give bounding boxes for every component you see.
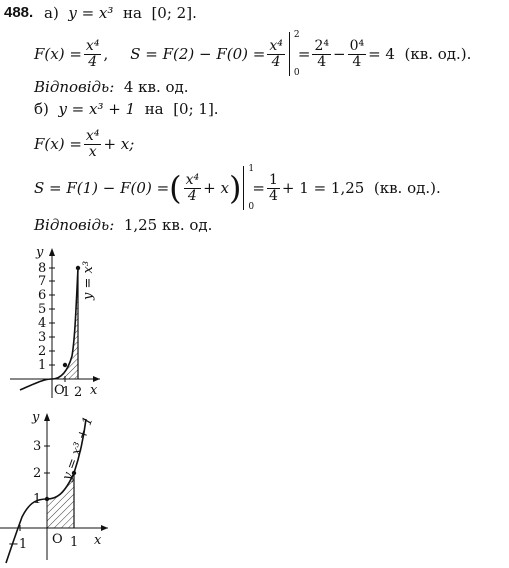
graph-1-y-arrow-icon [49, 248, 55, 256]
part-b-f1 [267, 173, 280, 204]
part-a-f1-den: 4 [317, 53, 327, 70]
part-b-f1-num: 1 [269, 171, 278, 188]
part-b-lower-limit: 0 [248, 202, 255, 212]
part-b-f1-den: 4 [269, 187, 278, 204]
graph-1-origin: O [54, 383, 65, 398]
graph-2-y-arrow-icon [44, 413, 50, 421]
part-a-function: y = x³ [68, 4, 114, 22]
part-b-interval-word: на [144, 100, 164, 118]
part-b-S-plus: + x [203, 179, 229, 197]
part-a-interval-word: на [122, 4, 142, 22]
part-a-F-tail: , [103, 45, 109, 63]
part-a-lower-limit: 0 [293, 68, 300, 78]
graph-1-ytick-7: 7 [38, 274, 47, 289]
part-a-S-fraction [267, 39, 285, 70]
part-a-f1 [312, 39, 331, 70]
part-b-S-fraction [184, 173, 202, 204]
graph-2-origin: O [52, 532, 63, 547]
part-a-F-lhs: F(x) = [34, 45, 82, 63]
part-a-F-fraction [84, 39, 102, 70]
part-a-answer-value: 4 кв. од. [123, 78, 189, 96]
part-a-result: = 4 [368, 45, 395, 63]
part-a-formula [34, 28, 471, 80]
part-b-upper-limit: 1 [248, 164, 255, 174]
part-a-minus: − [332, 45, 346, 63]
graph-1-x-arrow-icon [93, 376, 100, 382]
graph-1-ytick-3: 3 [38, 330, 47, 345]
part-b-S-eq: = [252, 179, 265, 197]
graph-1-ytick-5: 5 [38, 302, 47, 317]
graph-1-xtick-1: 1 [62, 385, 71, 400]
part-a-answer [34, 78, 189, 96]
graph-1-ytick-1: 1 [38, 358, 47, 373]
graph-2-x-label: x [94, 533, 102, 548]
part-a-F-den: 4 [88, 53, 98, 70]
part-a-S-den: 4 [271, 53, 281, 70]
part-b-S-den: 4 [187, 187, 197, 204]
part-b-label: б) [34, 100, 49, 118]
part-b-antiderivative [34, 122, 134, 166]
graph-2-y-label: y [32, 410, 40, 425]
part-a-f2-num: 0⁴ [349, 37, 365, 54]
graph-2-xtick-neg1: −1 [8, 537, 28, 552]
graph-1-ytick-4: 4 [38, 316, 47, 331]
graph-1-xtick-2: 2 [74, 385, 83, 400]
graph-2-point-0-1 [45, 497, 49, 501]
part-b-interval: [0; 1]. [173, 100, 219, 118]
graph-1 [0, 238, 130, 403]
graph-2-ytick-1: 1 [33, 492, 42, 507]
graph-1-point-2-8 [76, 266, 80, 270]
part-a-upper-limit: 2 [293, 30, 300, 40]
graph-2 [0, 405, 130, 565]
part-b-answer [34, 216, 212, 234]
graph-2-xtick-1: 1 [70, 535, 79, 550]
part-b-right-paren: ) [228, 169, 242, 207]
graph-2-ytick-2: 2 [33, 466, 42, 481]
part-a-statement [44, 4, 197, 22]
part-a-f1-num: 2⁴ [314, 37, 329, 54]
part-b-formula [34, 162, 441, 214]
part-a-f2 [348, 39, 367, 70]
part-b-F-num: x⁴ [85, 127, 100, 144]
graph-1-ytick-6: 6 [38, 288, 47, 303]
graph-1-shaded-area [52, 268, 78, 379]
graph-1-y-label: y [36, 245, 44, 260]
part-b-F-fraction [84, 129, 102, 160]
part-b-units: (кв. од.). [373, 179, 441, 197]
graph-1-ytick-2: 2 [38, 344, 47, 359]
problem-number: 488. [4, 4, 34, 21]
part-b-eval-bar [243, 164, 255, 212]
graph-1-ytick-8: 8 [38, 261, 47, 276]
graph-1-x-label: x [90, 383, 98, 398]
part-b-S-lhs: S = F(1) − F(0) = [34, 179, 170, 197]
part-a-label: а) [44, 4, 59, 22]
part-a-S-lhs: S = F(2) − F(0) = [130, 45, 266, 63]
part-b-function: y = x³ + 1 [58, 100, 136, 118]
part-a-F-num: x⁴ [85, 37, 100, 54]
part-b-statement [34, 100, 219, 118]
part-b-S-num: x⁴ [185, 171, 200, 188]
part-a-S-num: x⁴ [269, 37, 283, 54]
part-a-units: (кв. од.). [404, 45, 472, 63]
part-b-left-paren: ( [169, 169, 182, 207]
part-b-F-lhs: F(x) = [34, 135, 82, 153]
graph-2-x-arrow-icon [101, 525, 108, 531]
part-b-F-tail: + x; [103, 135, 135, 153]
graph-1-point-1-1 [63, 363, 67, 367]
part-b-result: + 1 = 1,25 [281, 179, 365, 197]
part-a-eval-bar [289, 30, 300, 78]
part-b-F-den: x [88, 143, 97, 160]
graph-2-curve-label: y = x³ + 1 [59, 414, 97, 483]
part-a-interval: [0; 2]. [151, 4, 197, 22]
graph-1-curve-label: y = x³ [81, 260, 96, 300]
part-a-answer-label: Відповідь: [34, 78, 115, 96]
part-a-f2-den: 4 [352, 53, 362, 70]
graph-2-ytick-3: 3 [33, 439, 42, 454]
part-b-answer-label: Відповідь: [34, 216, 115, 234]
part-b-answer-value: 1,25 кв. од. [123, 216, 213, 234]
part-a-S-eq: = [297, 45, 311, 63]
